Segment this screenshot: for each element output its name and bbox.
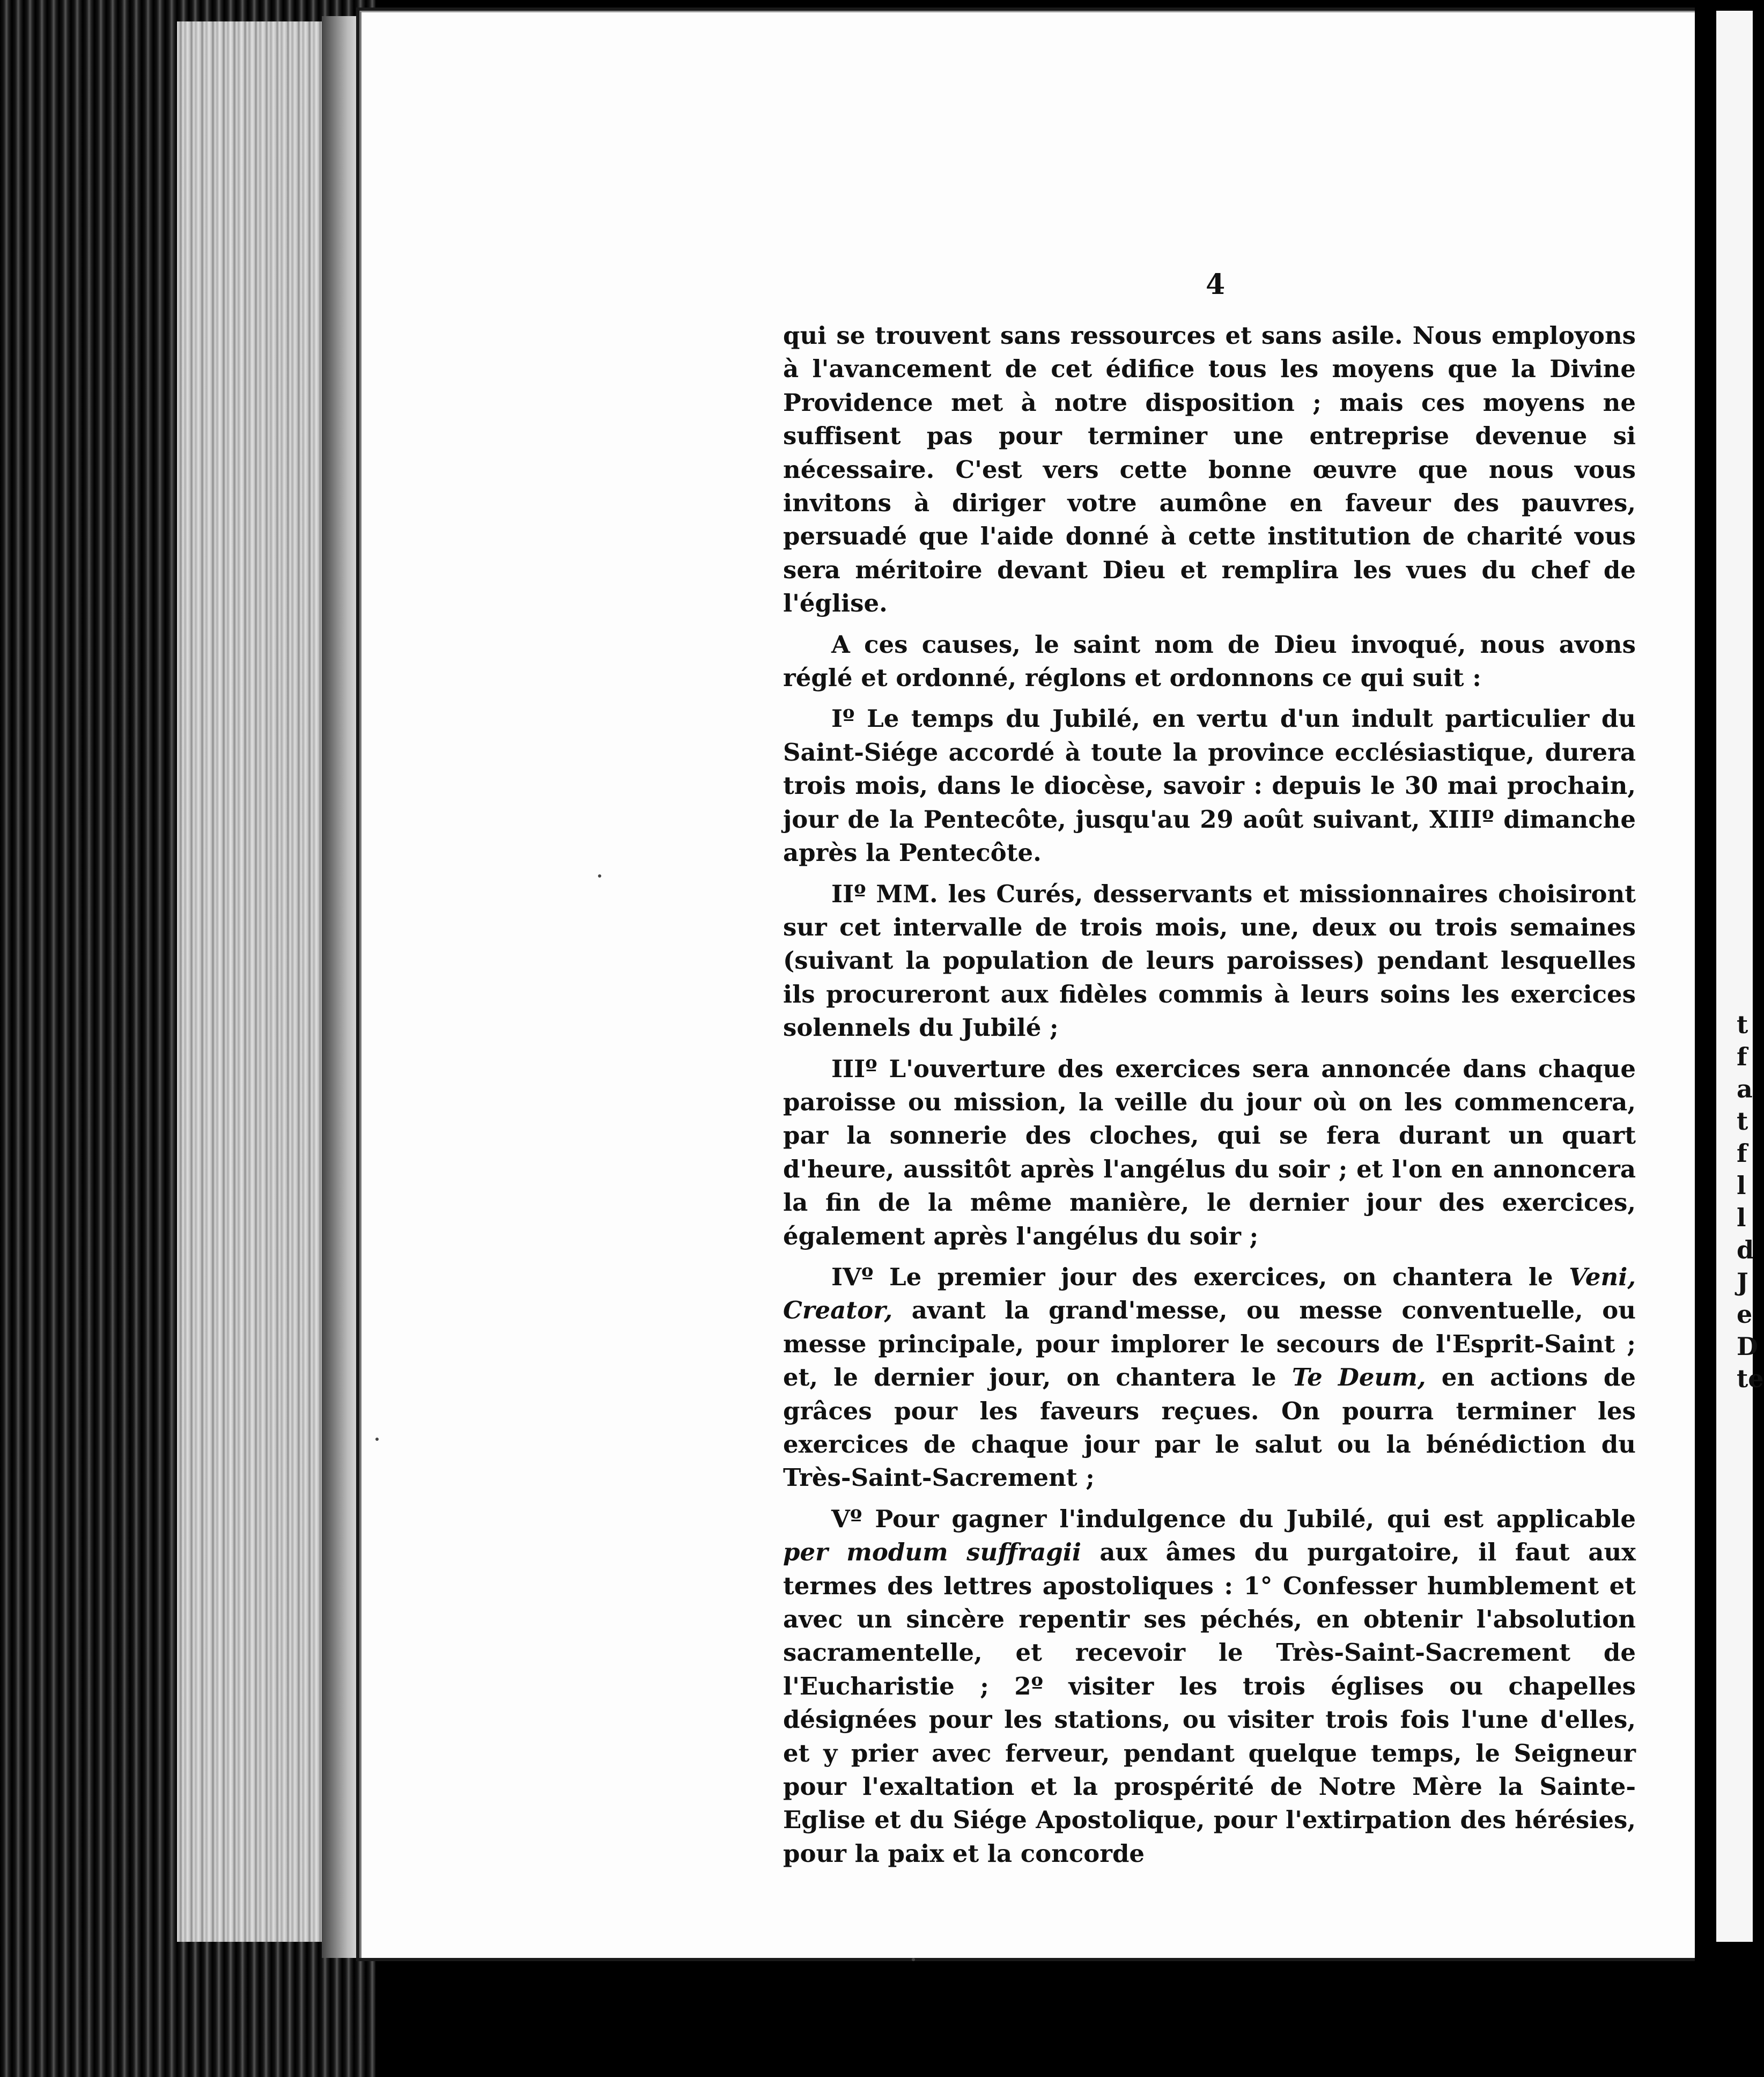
page-stack-shadow [322,16,365,1958]
facing-letter: D [1737,1332,1758,1361]
gutter-gap [1695,0,1718,2077]
facing-letter: d [1737,1235,1754,1264]
ink-speck [375,1438,379,1441]
facing-page-strip [1716,11,1764,1942]
italic-text: Te Deum, [1291,1363,1426,1392]
facing-letter: l [1737,1171,1746,1200]
facing-letter: f [1737,1139,1747,1168]
paragraph-continuation: qui se trouvent sans ressources et sans asile. Nous employons à l'avancement de cet édifice tous les moyens que la Divine Providence met à notre disposition ; mais ces moyens ne suffisent pas pour terminer une entreprise devenue si nécessaire. C'est vers cette bonne œuvre que nous vous invitons à diriger votre aumône en faveur des pauvres, persuadé que l'aide donné à cette institution de charité vous sera méritoire devant Dieu et remplira les vues du chef de l'église. [783,321,1636,618]
facing-page-letters [1737,1008,1764,1395]
text-run: en actions de grâces pour les faveurs reçues. On pourra terminer les exercices de chaque jour par le salut ou la bénédiction du Très-Saint-Sacrement ; [783,1363,1636,1492]
facing-letter: f [1737,1042,1747,1071]
facing-letter: l [1737,1203,1746,1232]
facing-letter: a [1737,1074,1753,1103]
facing-letter: J [1737,1268,1748,1297]
page-stack [177,21,338,1942]
paragraph-article-1: Iº Le temps du Jubilé, en vertu d'un indult particulier du Saint-Siége accordé à toute la province ecclésiastique, durera trois mois, dans le diocèse, savoir : depuis le 30 mai prochain, jour de la Pentecôte, jusqu'au 29 août suivant, XIIIº dimanche après la Pentecôte. [783,704,1636,867]
text-run: aux âmes du purgatoire, il faut aux termes des lettres apostoliques : 1° Confesser humblement et avec un sincère repentir ses péchés, en obtenir l'absolution sacramentelle, et recevoir le Très-Saint-Sacrement de l'Eucharistie ; 2º visiter les trois églises ou chapelles désignées pour les stations, ou visiter trois fois l'une d'elles, et y prier avec ferveur, pendant quelque temps, le Seigneur pour l'exaltation et la prospérité de Notre Mère la Sainte-Eglise et du Siége Apostolique, pour l'extirpation des hérésies, pour la paix et la concorde [783,1538,1636,1868]
ink-speck [598,874,601,878]
italic-text: Veni, Creator, [783,1262,1636,1325]
paragraph-preamble: A ces causes, le saint nom de Dieu invoqué, nous avons réglé et ordonné, réglons et ordonnons ce qui suit : [783,630,1636,693]
body-text [783,319,1636,1878]
text-run: avant la grand'messe, ou messe conventuelle, ou messe principale, pour implorer le secours de l'Esprit-Saint ; et, le dernier jour, on chantera le [783,1296,1636,1392]
ink-speck [912,1958,915,1961]
facing-letter: t [1737,1107,1748,1136]
paragraph-article-2: IIº MM. les Curés, desservants et missionnaires choisiront sur cet intervalle de trois mois, une, deux ou trois semaines (suivant la population de leurs paroisses) pendant lesquelles ils procureront aux fidèles commis à leurs soins les exercices solennels du Jubilé ; [783,879,1636,1042]
paragraph-article-5 [783,1502,1636,1870]
facing-letter: e [1737,1300,1753,1329]
italic-text: per modum suffragii [783,1538,1081,1567]
facing-letter: t [1737,1010,1748,1039]
page-number: 4 [1206,268,1226,301]
text-run: Vº Pour gagner l'indulgence du Jubilé, qui est applicable [831,1504,1636,1533]
paragraph-article-3: IIIº L'ouverture des exercices sera annoncée dans chaque paroisse ou mission, la veille du jour où on les commencera, par la sonnerie des cloches, qui se fera durant un quart d'heure, aussitôt après l'angélus du soir ; et l'on en annoncera la fin de la même manière, le dernier jour des exercices, également après l'angélus du soir ; [783,1054,1636,1250]
paragraph-article-4 [783,1261,1636,1495]
facing-letter: te [1737,1364,1764,1393]
text-run: IVº Le premier jour des exercices, on chantera le [831,1262,1569,1291]
